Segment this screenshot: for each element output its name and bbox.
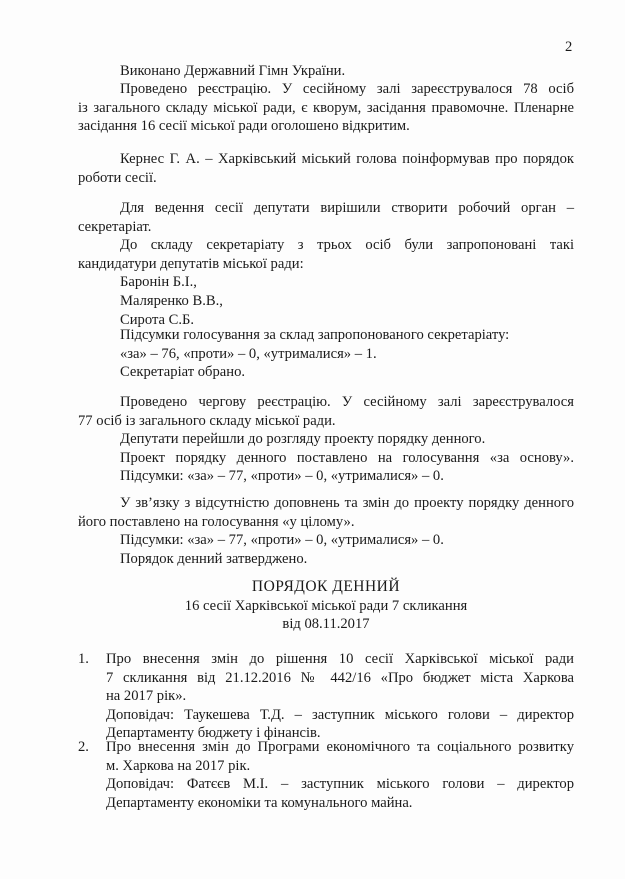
paragraph-kernes bbox=[78, 150, 574, 187]
paragraph-anthem bbox=[78, 62, 574, 81]
text-line: засідання 16 сесії міської ради оголошено відкритим. bbox=[78, 118, 410, 135]
text-line: його поставлено на голосування «у цілому». bbox=[78, 513, 355, 530]
text-line: Підсумки: «за» – 77, «проти» – 0, «утрималися» – 0. bbox=[120, 468, 444, 485]
paragraph-vote-secretariat bbox=[78, 326, 574, 382]
text-line: кандидатури депутатів міської ради: bbox=[78, 255, 304, 272]
candidate-name: Баронін Б.І., bbox=[120, 274, 197, 291]
text-line: У зв’язку з відсутністю доповнень та змін до проекту порядку денного bbox=[120, 495, 574, 511]
text-line: Депутати перейшли до розгляду проекту порядку денного. bbox=[120, 431, 486, 448]
text-line: 7 скликання від 21.12.2016 № 442/16 «Про бюджет міста Харкова bbox=[106, 669, 574, 686]
text-line: м. Харкова на 2017 рік. bbox=[106, 757, 251, 774]
text-line: Про внесення змін до Програми економічного та соціального розвитку bbox=[106, 739, 574, 755]
text-line: Проведено чергову реєстрацію. У сесійному залі зареєструвалося bbox=[120, 394, 574, 410]
candidate-name: Маляренко В.В., bbox=[120, 292, 223, 309]
text-line: Доповідач: Фатєєв М.І. – заступник міського голови – директор bbox=[106, 776, 574, 793]
text-line: Підсумки: «за» – 77, «проти» – 0, «утрималися» – 0. bbox=[120, 532, 444, 549]
candidate-name: Сирота С.Б. bbox=[120, 311, 195, 328]
text-line: До складу секретаріату з трьох осіб були запропоновані такі bbox=[120, 237, 574, 254]
agenda-item-1 bbox=[78, 650, 574, 743]
page-number: 2 bbox=[565, 39, 573, 55]
paragraph-agenda-approval bbox=[78, 494, 574, 568]
text-line: із загального складу міської ради, є кворум, засідання правомочне. Пленарне bbox=[78, 99, 574, 116]
text-line: Департаменту бюджету і фінансів. bbox=[106, 725, 321, 742]
paragraph-secretariat bbox=[78, 199, 574, 329]
text-line: роботи сесії. bbox=[78, 169, 157, 186]
text-line: Проект порядку денного поставлено на голосування «за основу». bbox=[120, 449, 574, 466]
text-line: Підсумки голосування за склад запропонованого секретаріату: bbox=[120, 327, 510, 343]
text-line: Секретаріат обрано. bbox=[120, 364, 246, 381]
agenda-date: від 08.11.2017 bbox=[282, 616, 370, 633]
item-number: 1. bbox=[78, 651, 89, 667]
text-line: 77 осіб із загального складу міської ради. bbox=[78, 412, 336, 429]
paragraph-registration bbox=[78, 80, 574, 136]
agenda-subtitle: 16 сесії Харківської міської ради 7 скликання bbox=[184, 597, 468, 614]
text-line: Проведено реєстрацію. У сесійному залі зареєструвалося 78 осіб bbox=[120, 81, 574, 97]
text-line: Департаменту економіки та комунального майна. bbox=[106, 794, 413, 811]
text-line: секретаріат. bbox=[78, 218, 152, 235]
text-line: на 2017 рік». bbox=[106, 688, 187, 705]
text-line: Про внесення змін до рішення 10 сесії Харківської міської ради bbox=[106, 651, 574, 667]
text-line: Порядок денний затверджено. bbox=[120, 550, 308, 567]
text-line: Для ведення сесії депутати вирішили створити робочий орган – bbox=[120, 200, 574, 216]
agenda-heading bbox=[78, 578, 574, 634]
text-line: «за» – 76, «проти» – 0, «утрималися» – 1. bbox=[120, 345, 377, 362]
anthem-line: Виконано Державний Гімн України. bbox=[120, 63, 346, 79]
agenda-item-2 bbox=[78, 738, 574, 812]
paragraph-re-registration bbox=[78, 393, 574, 486]
text-line: Доповідач: Таукешева Т.Д. – заступник міського голови – директор bbox=[106, 706, 574, 723]
text-line: Кернес Г. А. – Харківський міський голова поінформував про порядок bbox=[120, 151, 574, 167]
agenda-title: ПОРЯДОК ДЕННИЙ bbox=[251, 578, 401, 595]
item-number: 2. bbox=[78, 739, 89, 755]
